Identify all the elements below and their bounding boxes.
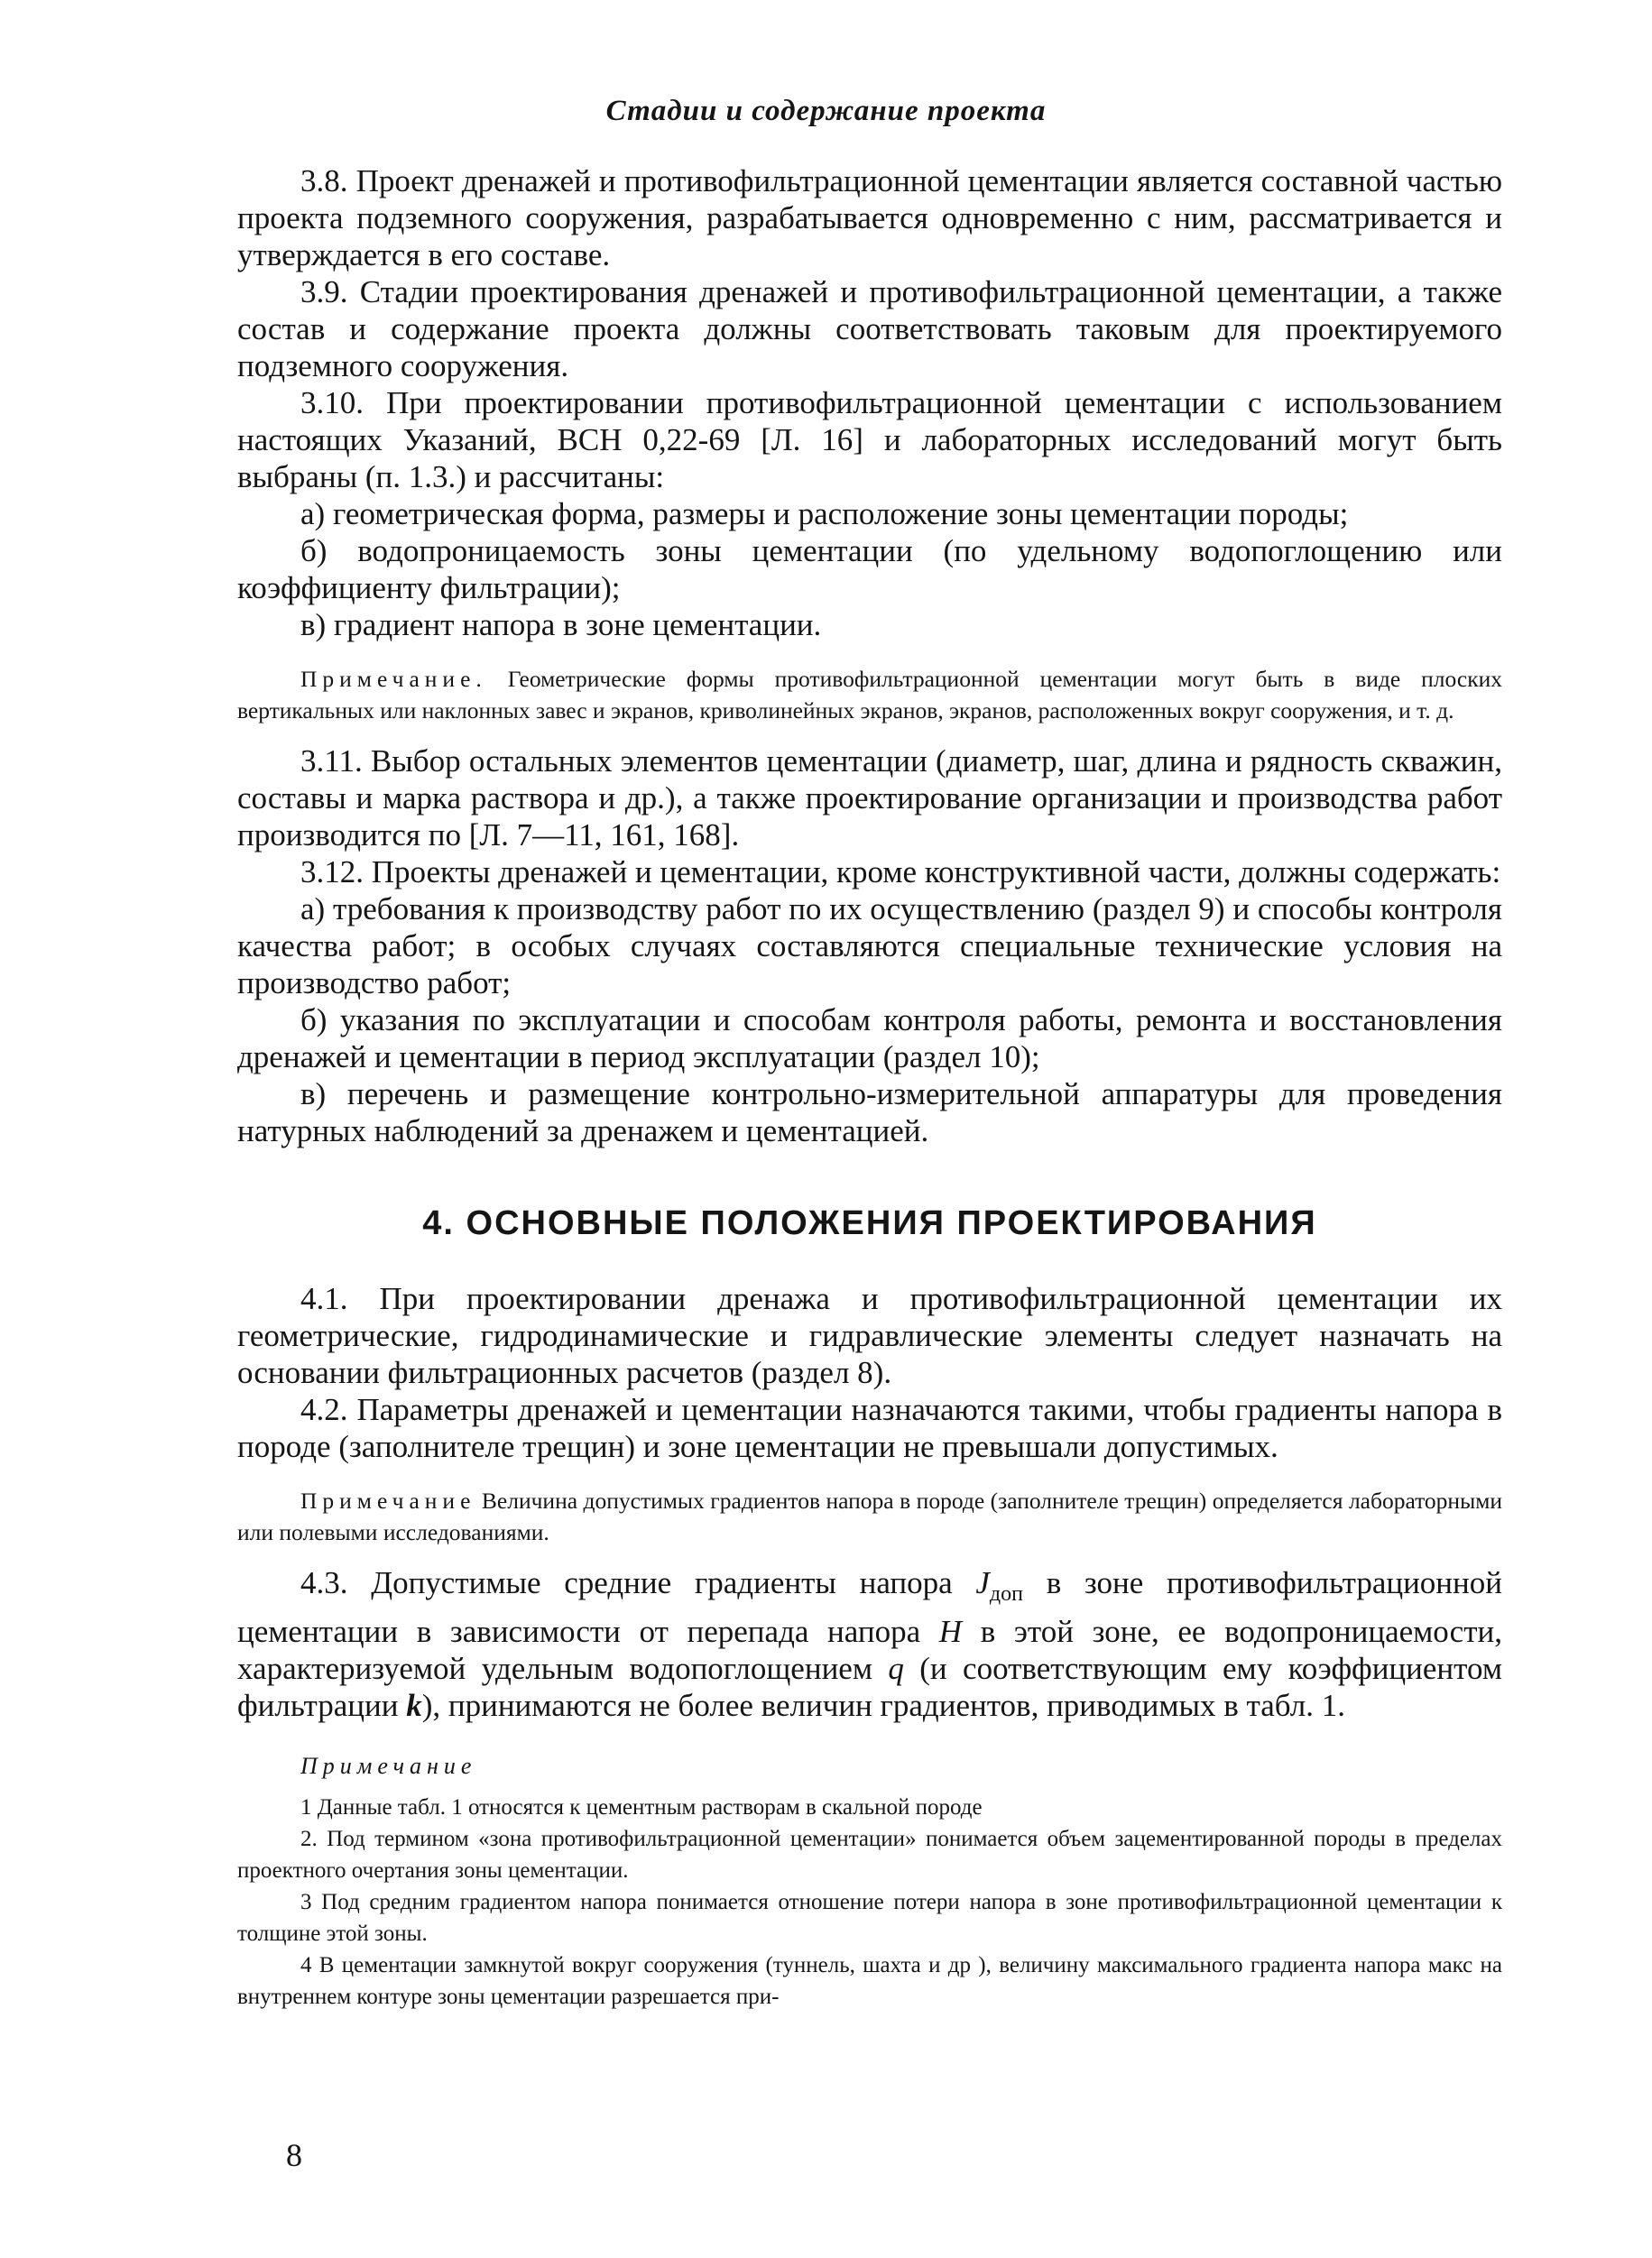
- note-item-2: 2. Под термином «зона противофильтрационной цементации» понимается объем зацементированной породы в пределах проектного очертания зоны цементации.: [237, 1827, 1502, 1883]
- section-heading: 4. ОСНОВНЫЕ ПОЛОЖЕНИЯ ПРОЕКТИРОВАНИЯ: [422, 1204, 1317, 1242]
- list-item-3-12-c: в) перечень и размещение контрольно-измерительной аппаратуры для проведения натурных наблюдений за дренажем и цементацией.: [237, 1076, 1502, 1148]
- symbol-j: J: [975, 1565, 990, 1600]
- list-item-c: в) градиент напора в зоне цементации.: [300, 607, 822, 642]
- paragraph-3-12: 3.12. Проекты дренажей и цементации, кроме конструктивной части, должны содержать:: [300, 854, 1501, 889]
- note-text: Геометрические формы противофильтрационной цементации могут быть в виде плоских вертикальных или наклонных завес и экранов, криволинейных экранов, экранов, расположенных вокруг сооружения, и т. д.: [237, 666, 1502, 723]
- note-item-4: 4 В цементации замкнутой вокруг сооружения (туннель, шахта и др ), величину максимального градиента напора макс на внутреннем контуре зоны цементации разрешается при-: [237, 1953, 1502, 2009]
- para-4-3-suffix: ), принимаются не более величин градиентов, приводимых в табл. 1.: [421, 1688, 1345, 1723]
- notes-title: Примечание: [300, 1753, 477, 1779]
- symbol-j-subscript: доп: [989, 1582, 1023, 1606]
- page-number: 8: [286, 2137, 302, 2173]
- symbol-h: H: [938, 1614, 963, 1649]
- para-4-3-mid2: в этой зоне, ее водопроницаемости, характеризуемой удельным водопоглощением: [237, 1614, 1502, 1686]
- paragraph-4-2: 4.2. Параметры дренажей и цементации назначаются такими, чтобы градиенты напора в породе (заполнителе трещин) и зоне цементации не превышали допустимых.: [237, 1392, 1502, 1464]
- note-label: Примечание.: [300, 666, 487, 692]
- list-item-a: а) геометрическая форма, размеры и расположение зоны цементации породы;: [300, 496, 1349, 531]
- para-4-3-mid1: в зоне противофильтрационной цементации в зависимости от перепада напора: [237, 1565, 1502, 1649]
- note-label: Примечание: [300, 1488, 476, 1514]
- list-item-3-12-b: б) указания по эксплуатации и способам контроля работы, ремонта и восстановления дренажей и цементации в период эксплуатации (раздел 10);: [237, 1002, 1502, 1074]
- note-item-1: 1 Данные табл. 1 относятся к цементным растворам в скальной породе: [300, 1795, 983, 1820]
- paragraph-3-11: 3.11. Выбор остальных элементов цементации (диаметр, шаг, длина и рядность скважин, составы и марка раствора и др.), а также проектирование организации и производства работ производится по [Л. 7—11, 161, 168].: [237, 743, 1502, 853]
- paragraph-4-3: [237, 1564, 1502, 1724]
- paragraph-3-9: 3.9. Стадии проектирования дренажей и противофильтрационной цементации, а также состав и содержание проекта должны соответствовать таковым для проектируемого подземного сооружения.: [237, 274, 1502, 383]
- paragraph-3-8: 3.8. Проект дренажей и противофильтрационной цементации является составной частью проекта подземного сооружения, разрабатывается одновременно с ним, рассматривается и утверждается в его составе.: [237, 163, 1502, 272]
- note-text: Величина допустимых градиентов напора в породе (заполнителе трещин) определяется лабораторными или полевыми исследованиями.: [237, 1488, 1502, 1545]
- body-text: [237, 162, 1502, 2013]
- note-geometric-forms: [237, 663, 1502, 726]
- list-item-b: б) водопроницаемость зоны цементации (по удельному водопоглощению или коэффициенту фильтрации);: [237, 533, 1502, 605]
- paragraph-3-10: 3.10. При проектировании противофильтрационной цементации с использованием настоящих Указаний, ВСН 0,22-69 [Л. 16] и лабораторных исследований могут быть выбраны (п. 1.3.) и рассчитаны:: [237, 385, 1502, 494]
- symbol-j-dop: [975, 1565, 1023, 1606]
- symbol-q: q: [888, 1651, 904, 1686]
- note-item-3: 3 Под средним градиентом напора понимается отношение потери напора в зоне противофильтрационной цементации к толщине этой зоны.: [237, 1890, 1502, 1946]
- note-permissible-gradients: [237, 1485, 1502, 1548]
- para-4-3-prefix: 4.3. Допустимые средние градиенты напора: [300, 1565, 976, 1600]
- list-item-3-12-a: а) требования к производству работ по их осуществлению (раздел 9) и способы контроля качества работ; в особых случаях составляются специальные технические условия на производство работ;: [237, 891, 1502, 1000]
- para-4-3-mid3: (и соответствующим ему коэффициентом фильтрации: [237, 1651, 1502, 1723]
- notes-list: [237, 1792, 1502, 2013]
- paragraph-4-1: 4.1. При проектировании дренажа и противофильтрационной цементации их геометрические, гидродинамические и гидравлические элементы следует назначать на основании фильтрационных расчетов (раздел 8).: [237, 1281, 1502, 1390]
- running-head: Стадии и содержание проекта: [605, 95, 1047, 127]
- symbol-k: k: [406, 1688, 422, 1723]
